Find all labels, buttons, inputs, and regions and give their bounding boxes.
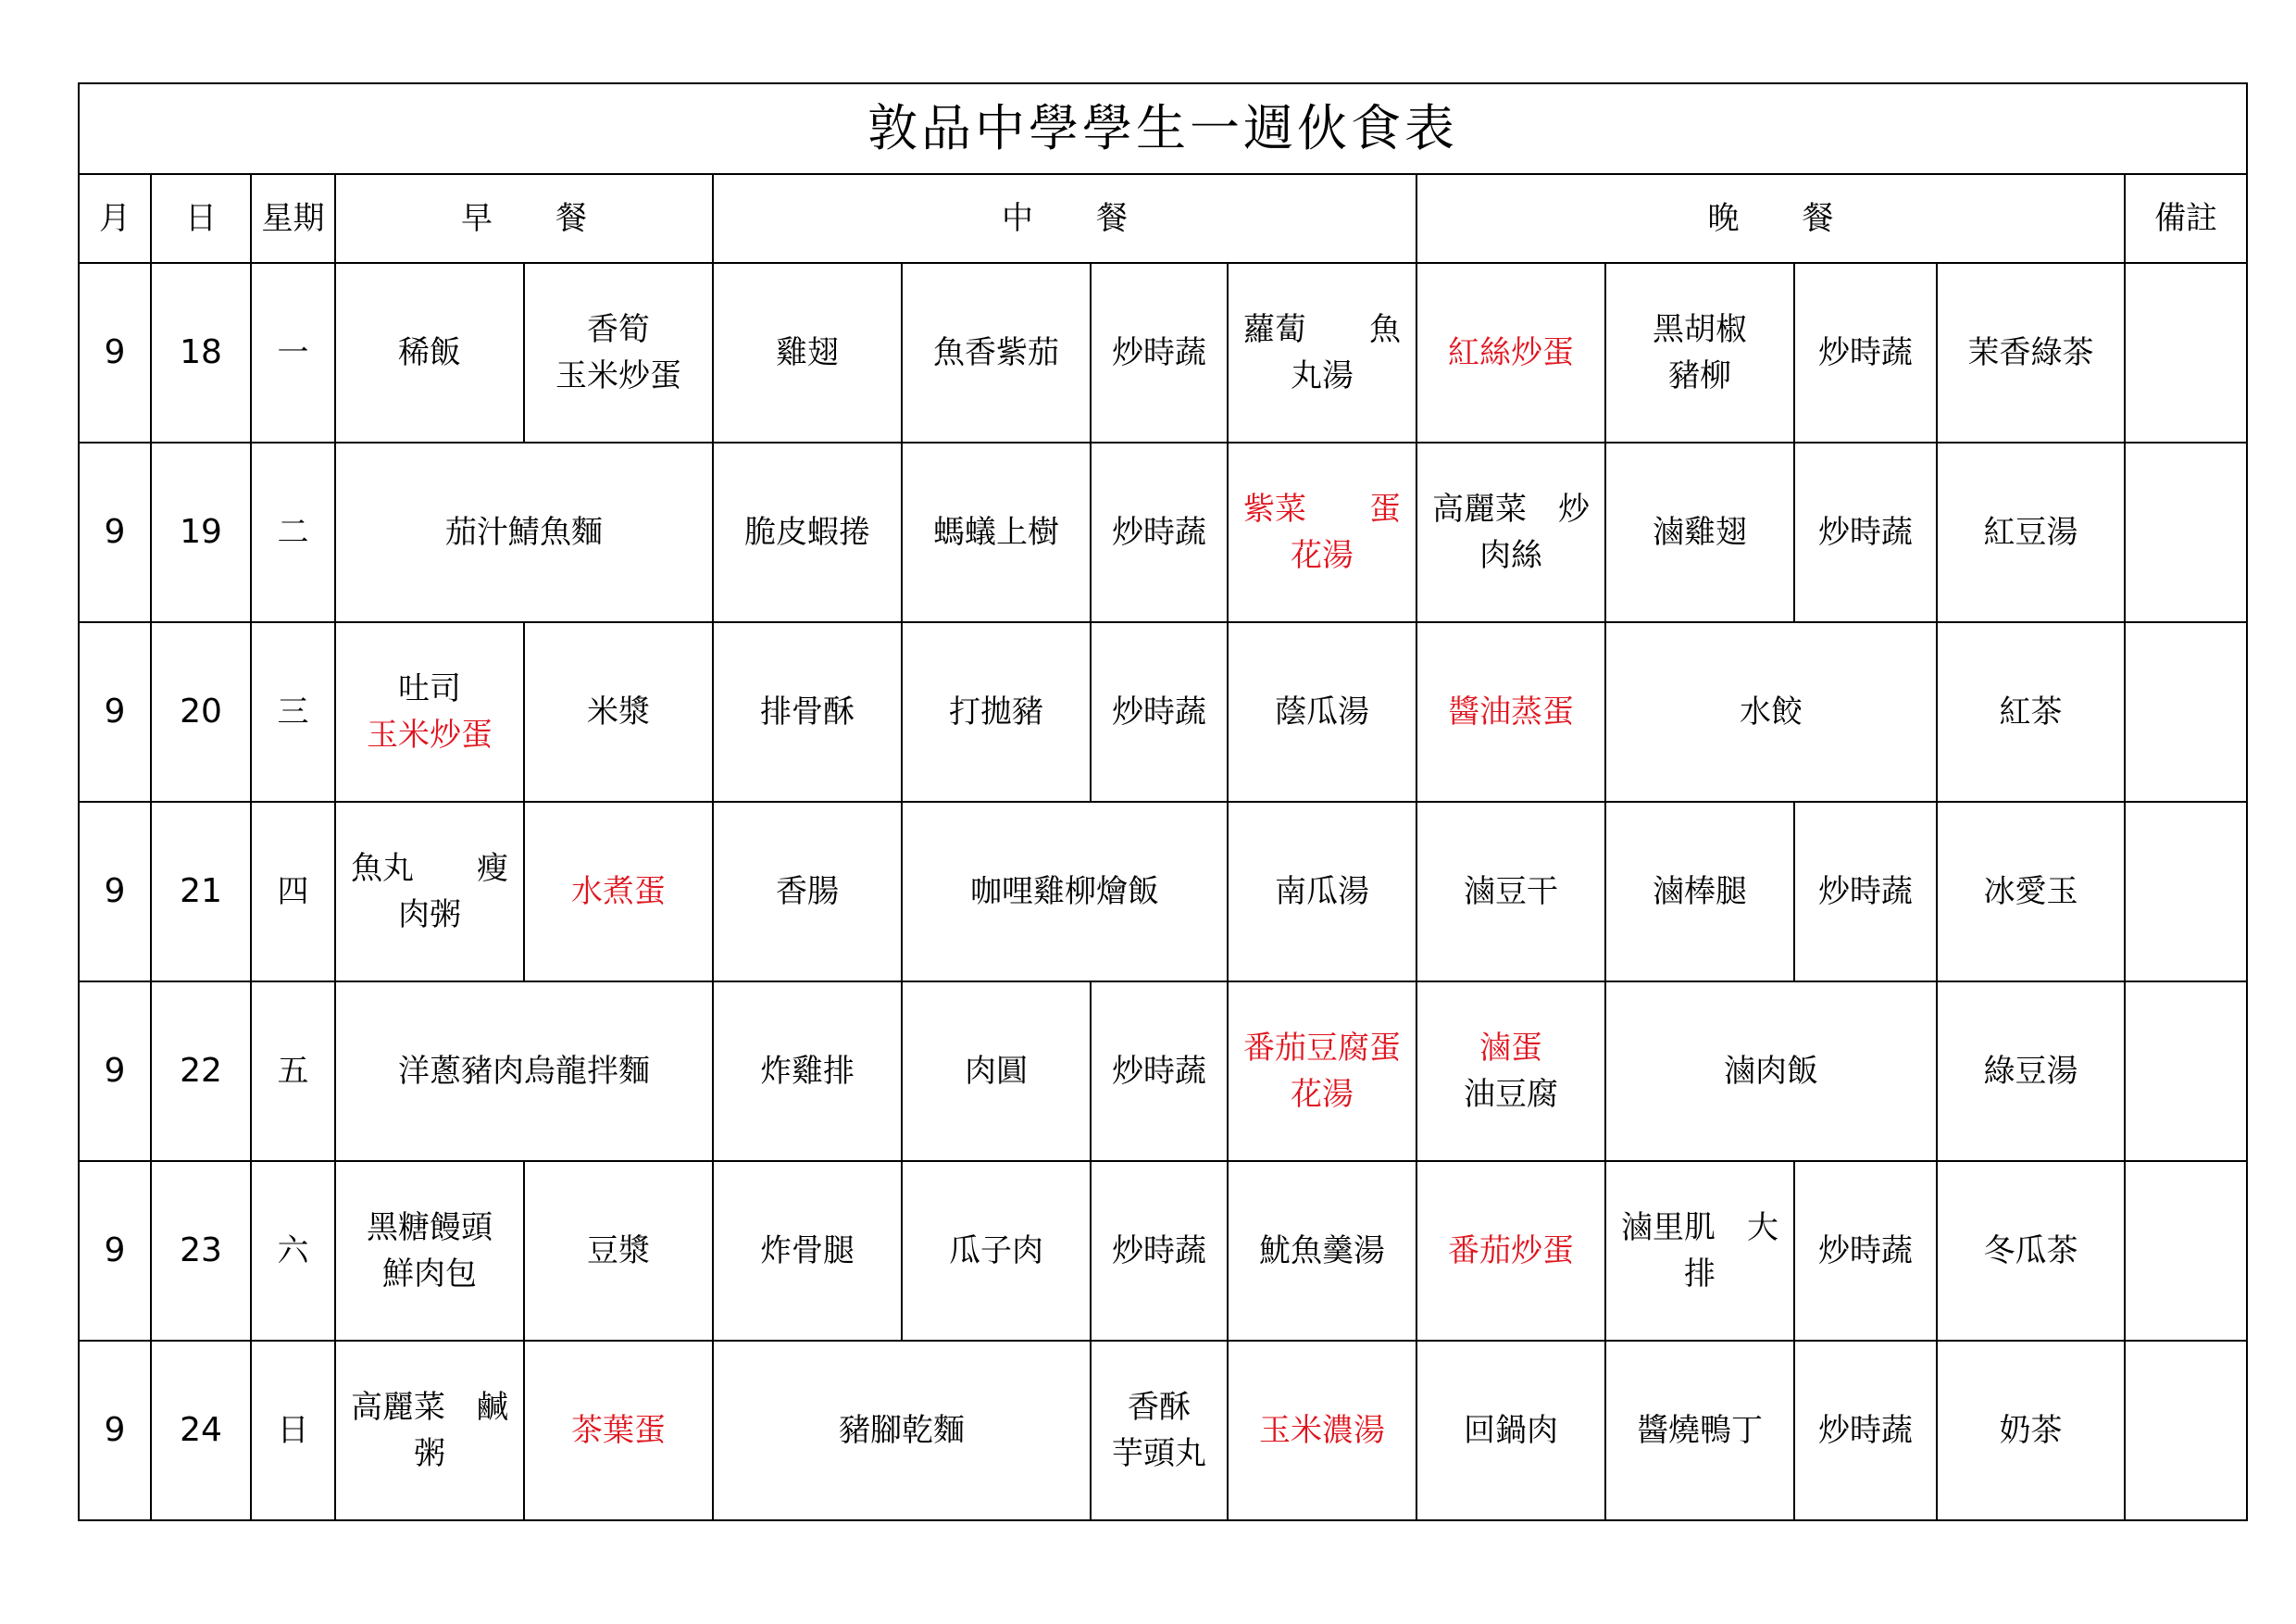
table-row <box>79 1341 2247 1520</box>
lunch-item: 雞翅 <box>713 263 902 443</box>
lunch-item: 炒時蔬 <box>1091 622 1228 802</box>
dish-line: 黑糖饅頭 <box>367 1209 493 1246</box>
lunch-item: 螞蟻上樹 <box>902 443 1091 622</box>
lunch-item: 蔭瓜湯 <box>1228 622 1416 802</box>
day-cell: 20 <box>151 622 251 802</box>
lunch-item: 炒時蔬 <box>1091 981 1228 1161</box>
breakfast-item <box>335 1161 524 1341</box>
month-cell: 9 <box>79 443 151 622</box>
weekday-cell: 二 <box>251 443 335 622</box>
dish-line: 黑胡椒 <box>1653 311 1747 348</box>
header-remarks: 備註 <box>2125 174 2247 263</box>
header-dinner: 晚 餐 <box>1416 174 2125 263</box>
remarks-cell <box>2125 981 2247 1161</box>
dinner-item: 炒時蔬 <box>1794 802 1937 981</box>
dinner-item: 綠豆湯 <box>1937 981 2125 1161</box>
dinner-item <box>1605 263 1794 443</box>
dinner-item: 滷雞翅 <box>1605 443 1794 622</box>
lunch-item: 打拋豬 <box>902 622 1091 802</box>
table-row <box>79 802 2247 981</box>
weekday-cell: 三 <box>251 622 335 802</box>
breakfast-item <box>335 1341 524 1520</box>
remarks-cell <box>2125 622 2247 802</box>
dish-line: 番茄豆腐蛋 <box>1243 1030 1401 1067</box>
lunch-item <box>1228 263 1416 443</box>
dinner-item: 紅豆湯 <box>1937 443 2125 622</box>
breakfast-item: 茄汁鯖魚麵 <box>335 443 713 622</box>
lunch-item: 炸雞排 <box>713 981 902 1161</box>
month-cell: 9 <box>79 622 151 802</box>
dish-line: 油豆腐 <box>1464 1076 1558 1113</box>
dinner-item: 茉香綠茶 <box>1937 263 2125 443</box>
lunch-item: 魷魚羹湯 <box>1228 1161 1416 1341</box>
dinner-item <box>1416 981 1605 1161</box>
dinner-item: 冰愛玉 <box>1937 802 2125 981</box>
lunch-item: 香腸 <box>713 802 902 981</box>
lunch-item: 肉圓 <box>902 981 1091 1161</box>
dinner-item: 紅絲炒蛋 <box>1416 263 1605 443</box>
dish-line: 稀飯 <box>398 334 461 371</box>
dinner-item: 醬燒鴨丁 <box>1605 1341 1794 1520</box>
dinner-item: 奶茶 <box>1937 1341 2125 1520</box>
dish-line: 肉粥 <box>398 896 461 933</box>
dinner-item: 炒時蔬 <box>1794 443 1937 622</box>
dinner-item: 滷豆干 <box>1416 802 1605 981</box>
day-cell: 24 <box>151 1341 251 1520</box>
month-cell: 9 <box>79 802 151 981</box>
lunch-item: 炸骨腿 <box>713 1161 902 1341</box>
breakfast-item <box>524 263 713 443</box>
day-cell: 21 <box>151 802 251 981</box>
lunch-item: 炒時蔬 <box>1091 263 1228 443</box>
month-cell: 9 <box>79 981 151 1161</box>
dinner-item <box>1605 1161 1794 1341</box>
lunch-item <box>1091 1341 1228 1520</box>
dinner-item: 番茄炒蛋 <box>1416 1161 1605 1341</box>
dish-line: 香筍 <box>587 311 650 348</box>
dinner-item: 滷棒腿 <box>1605 802 1794 981</box>
breakfast-item <box>335 263 524 443</box>
dish-line: 丸湯 <box>1291 357 1354 394</box>
dinner-item: 炒時蔬 <box>1794 263 1937 443</box>
lunch-item: 炒時蔬 <box>1091 1161 1228 1341</box>
weekday-cell: 日 <box>251 1341 335 1520</box>
lunch-item: 魚香紫茄 <box>902 263 1091 443</box>
header-breakfast: 早 餐 <box>335 174 713 263</box>
dinner-item: 炒時蔬 <box>1794 1341 1937 1520</box>
month-cell: 9 <box>79 263 151 443</box>
weekday-cell: 五 <box>251 981 335 1161</box>
weekday-cell: 四 <box>251 802 335 981</box>
remarks-cell <box>2125 443 2247 622</box>
dinner-item: 滷肉飯 <box>1605 981 1937 1161</box>
header-weekday: 星期 <box>251 174 335 263</box>
dish-line: 蘿蔔 魚 <box>1243 311 1401 348</box>
dish-line: 滷里肌 大 <box>1621 1209 1778 1246</box>
breakfast-item: 洋蔥豬肉烏龍拌麵 <box>335 981 713 1161</box>
weekly-menu-table <box>78 82 2248 1521</box>
dinner-item: 冬瓜茶 <box>1937 1161 2125 1341</box>
weekday-cell: 一 <box>251 263 335 443</box>
dinner-item: 水餃 <box>1605 622 1937 802</box>
dish-line: 鮮肉包 <box>382 1255 477 1293</box>
remarks-cell <box>2125 1161 2247 1341</box>
day-cell: 19 <box>151 443 251 622</box>
lunch-item: 瓜子肉 <box>902 1161 1091 1341</box>
table-row <box>79 622 2247 802</box>
month-cell: 9 <box>79 1161 151 1341</box>
header-lunch: 中 餐 <box>713 174 1416 263</box>
lunch-item <box>1228 443 1416 622</box>
lunch-item <box>1228 981 1416 1161</box>
dish-line: 花湯 <box>1291 537 1354 574</box>
dish-line: 肉絲 <box>1479 537 1542 574</box>
breakfast-item: 豆漿 <box>524 1161 713 1341</box>
dish-line: 滷蛋 <box>1479 1030 1542 1067</box>
breakfast-item <box>335 622 524 802</box>
day-cell: 22 <box>151 981 251 1161</box>
dish-line: 香酥 <box>1128 1389 1191 1426</box>
lunch-item: 豬腳乾麵 <box>713 1341 1091 1520</box>
dinner-item <box>1416 443 1605 622</box>
table-row <box>79 1161 2247 1341</box>
dish-line: 吐司 <box>398 670 461 707</box>
table-row <box>79 443 2247 622</box>
remarks-cell <box>2125 263 2247 443</box>
page-title: 敦品中學學生一週伙食表 <box>79 83 2247 174</box>
month-cell: 9 <box>79 1341 151 1520</box>
dish-line: 排 <box>1684 1255 1716 1293</box>
dinner-item: 紅茶 <box>1937 622 2125 802</box>
dish-line: 高麗菜 炒 <box>1432 491 1590 528</box>
weekday-cell: 六 <box>251 1161 335 1341</box>
lunch-item: 排骨酥 <box>713 622 902 802</box>
day-cell: 18 <box>151 263 251 443</box>
dinner-item: 回鍋肉 <box>1416 1341 1605 1520</box>
dish-line: 玉米炒蛋 <box>555 357 681 394</box>
lunch-item: 咖哩雞柳燴飯 <box>902 802 1228 981</box>
header-month: 月 <box>79 174 151 263</box>
breakfast-item <box>335 802 524 981</box>
table-row <box>79 981 2247 1161</box>
breakfast-item: 茶葉蛋 <box>524 1341 713 1520</box>
remarks-cell <box>2125 1341 2247 1520</box>
dish-line: 芋頭丸 <box>1112 1435 1206 1472</box>
header-row <box>79 174 2247 263</box>
header-day: 日 <box>151 174 251 263</box>
dinner-item: 炒時蔬 <box>1794 1161 1937 1341</box>
remarks-cell <box>2125 802 2247 981</box>
lunch-item: 炒時蔬 <box>1091 443 1228 622</box>
dish-line: 魚丸 瘦 <box>351 850 508 887</box>
lunch-item: 南瓜湯 <box>1228 802 1416 981</box>
dish-line: 高麗菜 鹹 <box>351 1389 508 1426</box>
table-row <box>79 263 2247 443</box>
dish-line: 紫菜 蛋 <box>1243 491 1401 528</box>
lunch-item: 脆皮蝦捲 <box>713 443 902 622</box>
breakfast-item: 水煮蛋 <box>524 802 713 981</box>
dish-line: 粥 <box>414 1435 445 1472</box>
dish-line: 玉米炒蛋 <box>367 717 493 754</box>
dish-line: 豬柳 <box>1668 357 1731 394</box>
dish-line: 花湯 <box>1291 1076 1354 1113</box>
day-cell: 23 <box>151 1161 251 1341</box>
lunch-item: 玉米濃湯 <box>1228 1341 1416 1520</box>
breakfast-item: 米漿 <box>524 622 713 802</box>
dinner-item: 醬油蒸蛋 <box>1416 622 1605 802</box>
